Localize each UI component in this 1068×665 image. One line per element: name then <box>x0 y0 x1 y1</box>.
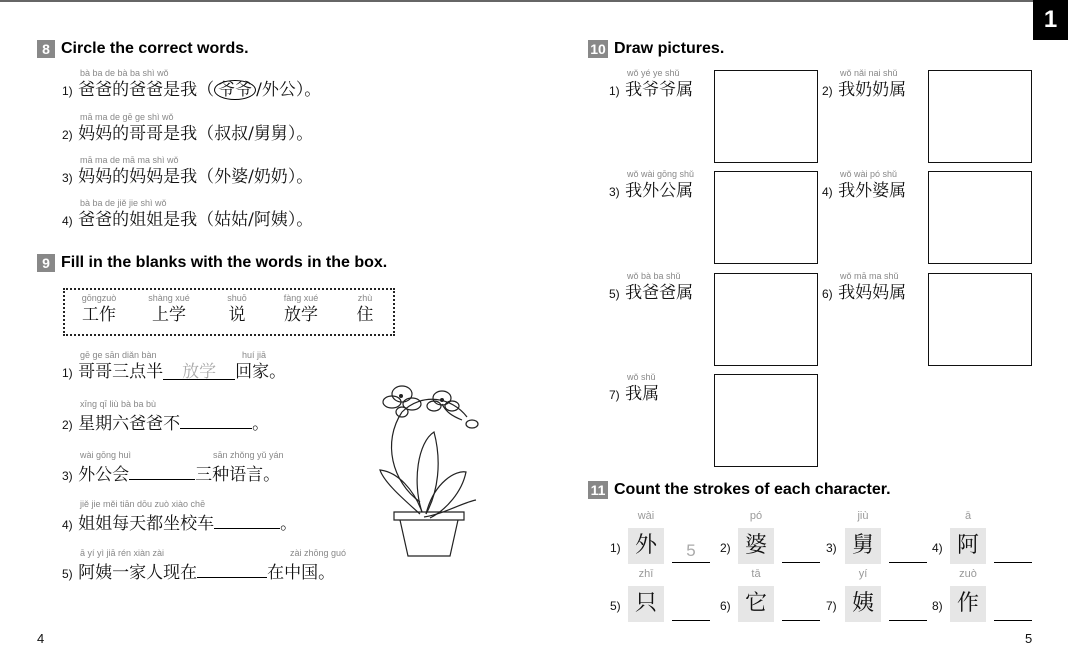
option[interactable]: 舅舅 <box>253 124 288 144</box>
drawing-box[interactable] <box>928 70 1032 163</box>
option[interactable]: 叔叔 <box>214 124 249 144</box>
drawing-box[interactable] <box>714 374 818 467</box>
stroke-count-blank[interactable] <box>994 540 1032 563</box>
stroke-count-blank[interactable] <box>994 598 1032 621</box>
stroke-character: 外 <box>628 528 664 564</box>
pinyin: bà ba de jiě jie shì wǒ <box>80 198 167 208</box>
sec8-item-1: bà ba de bà ba shì wǒ 1) 爸爸的爸爸是我（ 爷爷 /外公）。 <box>62 68 322 100</box>
item-number: 3) <box>62 171 73 185</box>
item-number: 1) <box>62 84 73 98</box>
stroke-character: 阿 <box>950 528 986 564</box>
sec8-item-4: bà ba de jiě jie shì wǒ 4) 爸爸的姐姐是我（姑姑/阿姨）。 <box>62 198 314 230</box>
stroke-character: 只 <box>628 586 664 622</box>
word-option: shàng xué 上学 <box>148 293 190 325</box>
answer-blank[interactable] <box>180 410 252 429</box>
word-option: gōngzuò 工作 <box>81 293 117 325</box>
section-title-text: Draw pictures. <box>614 40 725 58</box>
draw-item-1: wǒ yé ye shǔ 1) 我爷爷属 <box>609 68 694 100</box>
item-number: 4) <box>932 541 943 555</box>
drawing-box[interactable] <box>928 273 1032 366</box>
option[interactable]: 姑姑 <box>214 210 249 230</box>
stroke-pinyin: ā <box>964 510 972 522</box>
item-number: 2) <box>62 128 73 142</box>
chapter-badge: 1 <box>1033 0 1068 40</box>
sec9-item-4: jiě jie měi tiān dōu zuò xiào chē 4) 姐姐每天都坐校车 。 <box>62 499 298 534</box>
circled-option[interactable]: 爷爷 <box>214 80 256 100</box>
item-number: 8) <box>932 599 943 613</box>
answer-blank[interactable]: 放学 <box>163 361 235 380</box>
stroke-count-blank[interactable] <box>782 598 820 621</box>
drawing-box[interactable] <box>714 273 818 366</box>
stroke-pinyin: tā <box>751 568 761 580</box>
pinyin: mā ma de gē ge shì wǒ <box>80 112 174 122</box>
draw-item-5: wǒ bà ba shǔ 5) 我爸爸属 <box>609 271 694 303</box>
item-number: 3) <box>826 541 837 555</box>
drawing-box[interactable] <box>714 70 818 163</box>
stroke-pinyin: zuò <box>959 568 977 580</box>
stroke-pinyin: wài <box>637 510 655 522</box>
draw-item-2: wǒ nǎi nai shǔ 2) 我奶奶属 <box>822 68 907 100</box>
stroke-character: 姨 <box>845 586 881 622</box>
stroke-count-blank[interactable] <box>782 540 820 563</box>
sec8-item-3: mā ma de mā ma shì wǒ 3) 妈妈的妈妈是我（外婆/奶奶）。 <box>62 155 314 187</box>
drawing-box[interactable] <box>714 171 818 264</box>
page-number-right: 5 <box>1025 631 1033 646</box>
option[interactable]: 阿姨 <box>253 210 288 230</box>
section-11-title <box>588 481 891 499</box>
drawing-box[interactable] <box>928 171 1032 264</box>
word-option: fàng xué 放学 <box>283 293 319 325</box>
sec8-item-2: mā ma de gē ge shì wǒ 2) 妈妈的哥哥是我（叔叔/舅舅）。 <box>62 112 314 144</box>
section-title-text: Circle the correct words. <box>61 40 249 58</box>
answer-blank[interactable] <box>214 510 280 529</box>
word-box <box>63 288 395 336</box>
stroke-pinyin: jiù <box>857 510 869 522</box>
prompt: 妈妈的哥哥是我（ <box>78 124 215 144</box>
stroke-count-blank[interactable]: 5 <box>672 540 710 563</box>
option[interactable]: 外公 <box>261 80 296 100</box>
stroke-character: 婆 <box>738 528 774 564</box>
stroke-pinyin: zhī <box>638 568 654 580</box>
stroke-count-blank[interactable] <box>889 540 927 563</box>
pinyin: bà ba de bà ba shì wǒ <box>80 68 169 78</box>
draw-item-4: wǒ wài pó shǔ 4) 我外婆属 <box>822 169 907 201</box>
page-number-left: 4 <box>37 631 45 646</box>
word-option: shuō 说 <box>227 293 247 325</box>
answer-blank[interactable] <box>129 461 195 480</box>
section-9-title <box>37 254 387 272</box>
section-title-text: Count the strokes of each character. <box>614 481 891 499</box>
stroke-pinyin: yí <box>858 568 868 580</box>
orchid-plant-illustration <box>372 372 488 564</box>
draw-item-7: wǒ shǔ 7) 我属 <box>609 372 660 404</box>
stroke-count-blank[interactable] <box>672 598 710 621</box>
item-number: 4) <box>62 214 73 228</box>
section-number: 10 <box>588 40 608 58</box>
option[interactable]: 外婆 <box>214 167 249 187</box>
stroke-character: 舅 <box>845 528 881 564</box>
item-number: 2) <box>720 541 731 555</box>
stroke-pinyin: pó <box>749 510 763 522</box>
stroke-character: 它 <box>738 586 774 622</box>
item-number: 1) <box>610 541 621 555</box>
prompt: 爸爸的姐姐是我（ <box>78 210 215 230</box>
section-title-text: Fill in the blanks with the words in the box. <box>61 254 388 272</box>
section-number: 8 <box>37 40 55 58</box>
section-number: 11 <box>588 481 608 499</box>
item-number: 7) <box>826 599 837 613</box>
option[interactable]: 奶奶 <box>253 167 288 187</box>
prompt: 妈妈的妈妈是我（ <box>78 167 215 187</box>
item-number: 5) <box>610 599 621 613</box>
stroke-character: 作 <box>950 586 986 622</box>
item-number: 6) <box>720 599 731 613</box>
section-number: 9 <box>37 254 55 272</box>
sec9-item-5: ā yí yì jiā rén xiàn zài zài zhōng guó 5) 阿姨一家人现在 在中国。 <box>62 548 347 583</box>
section-10-title <box>588 40 724 58</box>
pinyin: mā ma de mā ma shì wǒ <box>80 155 179 165</box>
sec9-item-1: gē ge sān diǎn bàn huí jiā 1) 哥哥三点半 放学 回家。 <box>62 350 287 382</box>
word-option: zhù 住 <box>356 293 374 325</box>
prompt: 爸爸的爸爸是我（ <box>78 80 215 100</box>
top-rule <box>0 0 1068 2</box>
answer-blank[interactable] <box>197 559 267 578</box>
section-8-title <box>37 40 249 58</box>
sec9-item-2: xīng qī liù bà ba bù 2) 星期六爸爸不 。 <box>62 399 270 434</box>
stroke-count-blank[interactable] <box>889 598 927 621</box>
draw-item-6: wǒ mā ma shǔ 6) 我妈妈属 <box>822 271 907 303</box>
draw-item-3: wǒ wài gōng shǔ 3) 我外公属 <box>609 169 695 201</box>
sec9-item-3: wài gōng huì sān zhǒng yǔ yán 3) 外公会 三种语言。 <box>62 450 284 485</box>
